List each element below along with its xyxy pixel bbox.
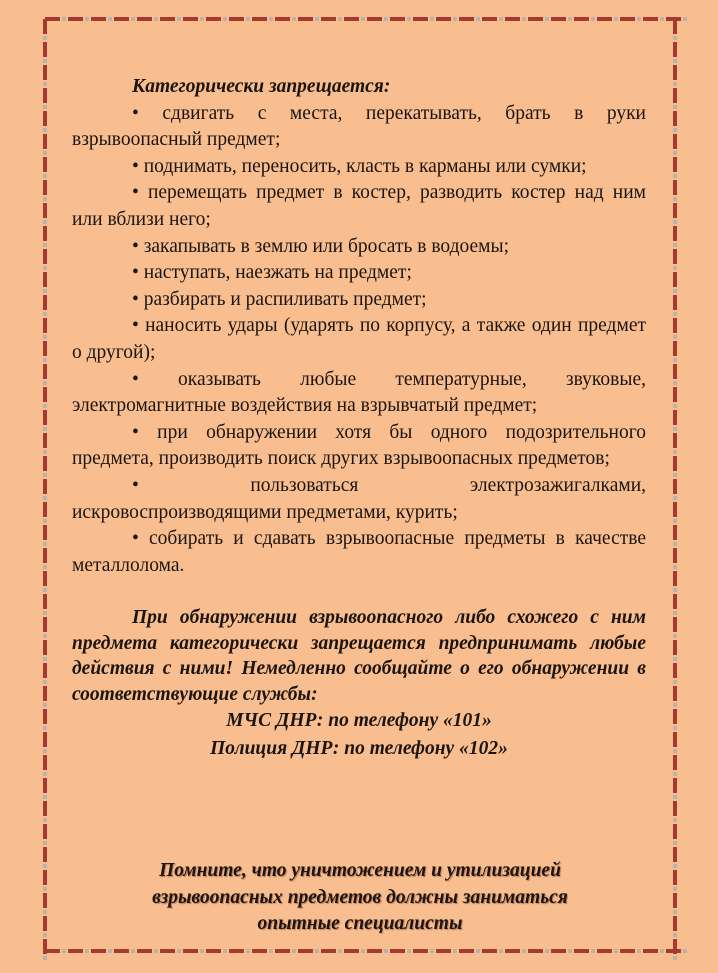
bullet-icon: • <box>132 528 139 550</box>
list-item-text: поднимать, переносить, класть в карманы или сумки; <box>143 155 587 177</box>
list-item <box>72 367 646 420</box>
list-item <box>72 313 646 366</box>
list-item <box>72 473 646 526</box>
list-item <box>72 234 646 261</box>
list-item-text: собирать и сдавать взрывоопасные предметы в качестве металлолома. <box>72 528 646 576</box>
list-item <box>72 154 646 181</box>
bullet-icon: • <box>132 102 139 124</box>
list-item <box>72 287 646 314</box>
list-item <box>72 101 646 154</box>
prohibitions-heading: Категорически запрещается: <box>132 76 391 97</box>
bullet-icon: • <box>132 368 139 390</box>
list-item-text: при обнаружении хотя бы одного подозрительного предмета, производить поиск других взрывоопасных предметов; <box>72 421 646 470</box>
list-item-text: разбирать и распиливать предмет; <box>143 288 427 310</box>
list-item <box>72 420 646 473</box>
bullet-icon: • <box>132 262 139 284</box>
bullet-icon: • <box>132 421 139 443</box>
bullet-icon: • <box>132 474 139 496</box>
list-item-text: пользоваться электрозажигалками, искровоспроизводящими предметами, курить; <box>72 474 647 523</box>
list-item-text: закапывать в землю или бросать в водоемы; <box>143 235 510 257</box>
phone-police: Полиция ДНР: по телефону «102» <box>210 738 508 760</box>
bullet-icon: • <box>132 315 139 337</box>
list-item-text: наступать, наезжать на предмет; <box>143 262 412 284</box>
reminder-note: Помните, что уничтожением и утилизацией взрывоопасных предметов должны заниматься опытные специалисты <box>152 860 568 934</box>
list-item <box>72 526 646 579</box>
list-item-text: сдвигать с места, перекатывать, брать в руки взрывоопасный предмет; <box>72 102 646 151</box>
list-item <box>72 180 646 233</box>
main-text <box>72 74 646 763</box>
prohibitions-list <box>72 101 646 580</box>
list-item-text: перемещать предмет в костер, разводить костер над ним или вблизи него; <box>72 182 646 230</box>
bullet-icon: • <box>132 288 139 310</box>
bullet-icon: • <box>132 182 139 204</box>
phone-mchs: МЧС ДНР: по телефону «101» <box>226 710 492 732</box>
list-item-text: наносить удары (ударять по корпусу, а также один предмет о другой); <box>72 315 646 363</box>
list-item <box>72 260 646 287</box>
list-item-text: оказывать любые температурные, звуковые, электромагнитные воздействия на взрывчатый предмет; <box>72 368 646 417</box>
bullet-icon: • <box>132 235 139 257</box>
warning-paragraph: При обнаружении взрывоопасного либо схожего с ним предмета категорически запрещается предпринимать любые действия с ними! Немедленно сообщайте о его обнаружении в соответствующие службы: <box>72 607 646 705</box>
bullet-icon: • <box>132 155 139 177</box>
